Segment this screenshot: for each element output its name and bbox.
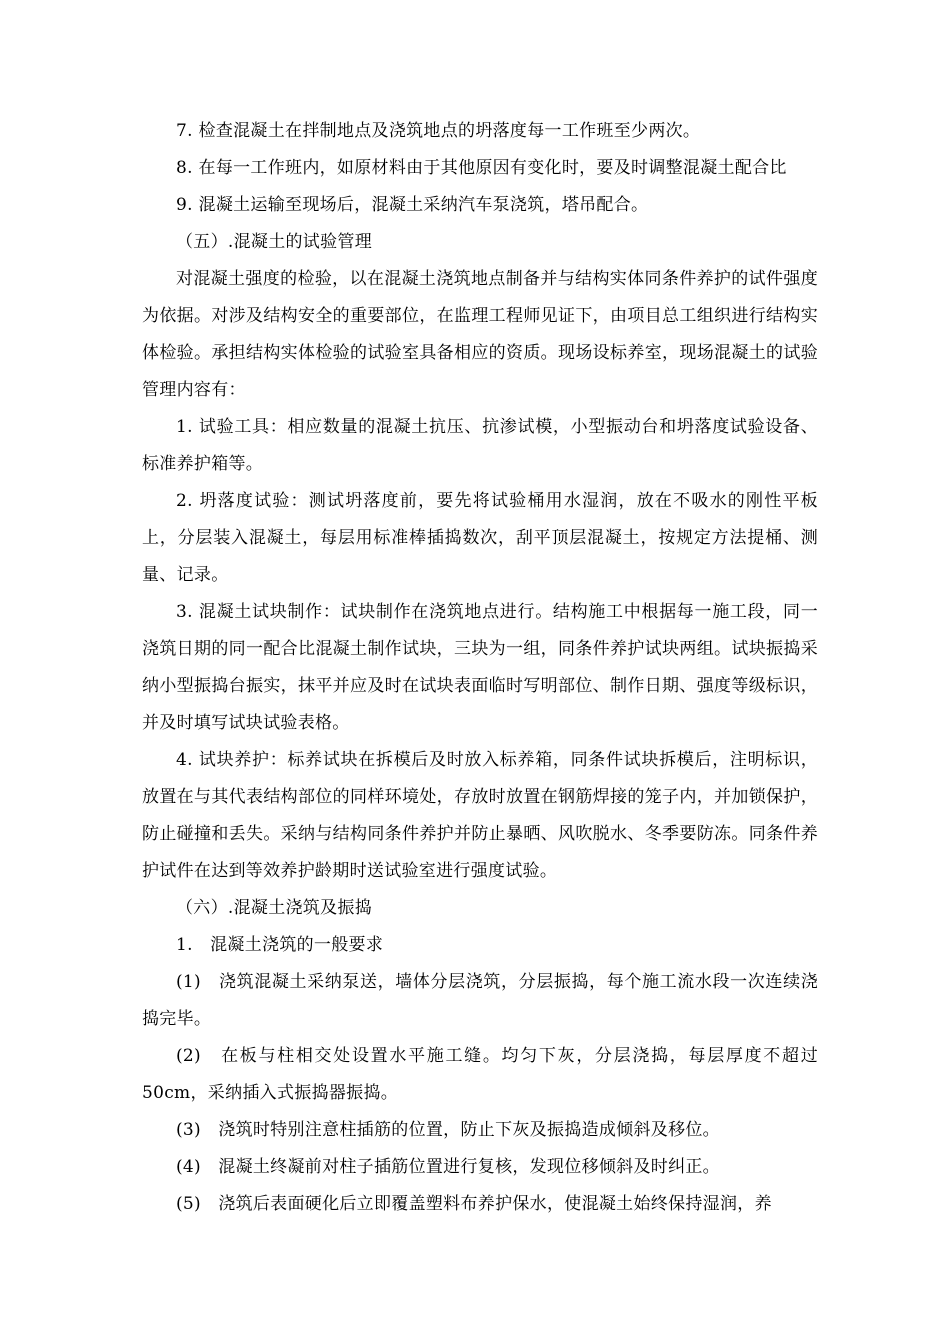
paragraph-item-p5: (5) 浇筑后表面硬化后立即覆盖塑料布养护保水，使混凝土始终保持湿润，养 [176,1194,772,1214]
paragraph-specimen-curing: 4. 试块养护：标养试块在拆模后及时放入标养箱，同条件试块拆模后，注明标识，放置在与其代表结构部位的同样环境处，存放时放置在钢筋焊接的笼子内，并加锁保护，防止碰撞和丢失。采纳与结构同条件养护并防止暴晒、风吹脱水、冬季要防冻。同条件养护试件在达到等效养护龄期时送试验室进行强度试验。 [142,750,818,881]
document-body [142,113,818,1223]
section-heading-5: （五）.混凝土的试验管理 [176,232,373,252]
subsection-heading-1: 1. 混凝土浇筑的一般要求 [176,935,384,955]
paragraph-test-tools: 1. 试验工具：相应数量的混凝土抗压、抗渗试模，小型振动台和坍落度试验设备、标准养护箱等。 [142,417,818,474]
paragraph-item-p3: (3) 浇筑时特别注意柱插筋的位置，防止下灰及振捣造成倾斜及移位。 [176,1120,720,1140]
paragraph-slump-test: 2. 坍落度试验：测试坍落度前，要先将试验桶用水湿润，放在不吸水的刚性平板上，分层装入混凝土，每层用标准棒插捣数次，刮平顶层混凝土，按规定方法提桶、测量、记录。 [142,491,818,585]
paragraph-item-p2: (2) 在板与柱相交处设置水平施工缝。均匀下灰，分层浇捣，每层厚度不超过50cm，采纳插入式振捣器振捣。 [142,1046,818,1103]
paragraph-item-p4: (4) 混凝土终凝前对柱子插筋位置进行复核，发现位移倾斜及时纠正。 [176,1157,720,1177]
paragraph-item-9: 9. 混凝土运输至现场后，混凝土采纳汽车泵浇筑，塔吊配合。 [176,195,649,215]
paragraph-item-8: 8. 在每一工作班内，如原材料由于其他原因有变化时，要及时调整混凝土配合比 [176,158,787,178]
paragraph-intro: 对混凝土强度的检验，以在混凝土浇筑地点制备并与结构实体同条件养护的试件强度为依据。对涉及结构安全的重要部位，在监理工程师见证下，由项目总工组织进行结构实体检验。承担结构实体检验的试验室具备相应的资质。现场设标养室，现场混凝土的试验管理内容有： [142,269,818,400]
paragraph-item-p1: (1) 浇筑混凝土采纳泵送，墙体分层浇筑，分层振捣，每个施工流水段一次连续浇捣完毕。 [142,972,818,1029]
section-heading-6: （六）.混凝土浇筑及振捣 [176,898,373,918]
paragraph-item-7: 7. 检查混凝土在拌制地点及浇筑地点的坍落度每一工作班至少两次。 [176,121,701,141]
paragraph-specimen-making: 3. 混凝土试块制作：试块制作在浇筑地点进行。结构施工中根据每一施工段，同一浇筑日期的同一配合比混凝土制作试块，三块为一组，同条件养护试块两组。试块振捣采纳小型振捣台振实，抹平并应及时在试块表面临时写明部位、制作日期、强度等级标识，并及时填写试块试验表格。 [142,602,818,733]
